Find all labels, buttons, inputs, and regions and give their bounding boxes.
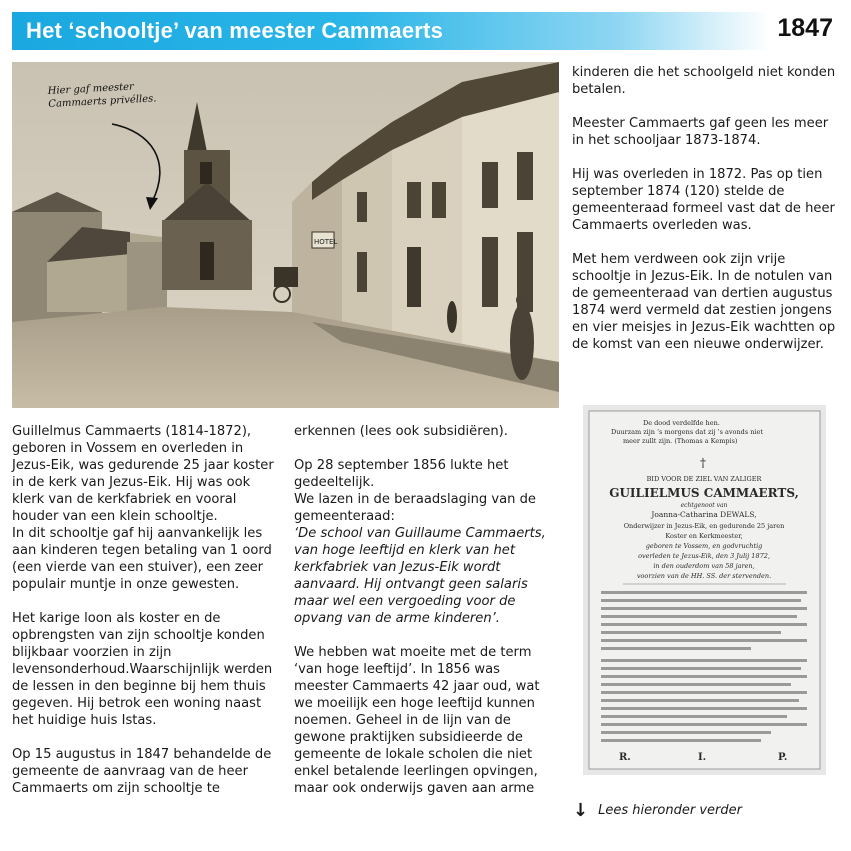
paragraph: In dit schooltje gaf hij aanvankelijk les aan kinderen tegen betaling van 1 oord (een vierde van een stuiver), een zeer populair muntje in onze gewesten.	[12, 526, 272, 592]
paragraph: Guillelmus Cammaerts (1814-1872), geboren in Vossem en overleden in Jezus-Eik, was gedurende 25 jaar koster in de kerk van Jezus-Eik. Hij was ook klerk van de kerkfabriek en vooral houder van een klein schooltje.	[12, 424, 274, 524]
memorial-card-image	[583, 405, 826, 775]
page-title: Het ‘schooltje’ van meester Cammaerts	[26, 18, 444, 43]
text-column-right	[572, 64, 840, 370]
paragraph: erkennen (lees ook subsidiëren).	[294, 424, 508, 439]
card-born: geboren te Vossem, en godvruchtig	[645, 542, 763, 550]
title-banner	[12, 12, 770, 50]
card-age: in den ouderdom van 58 jaren,	[653, 562, 755, 570]
continue-note	[573, 800, 742, 821]
card-sacraments: voorzien van de HH. SS. der stervenden.	[636, 572, 772, 580]
paragraph: We hebben wat moeite met de term ‘van hoge leeftijd’. In 1856 was meester Cammaerts 42 jaar oud, wat we moeilijk een hoge leeftijd kunnen noemen. Geheel in de lijn van de gewone praktijken subsidieerde de gemeente de lokale scholen die niet enkel betalende leerlingen opvingen, maar ook onderwijs gaven aan arme	[294, 645, 540, 796]
paragraph: Het karige loon als koster en de opbrengsten van zijn schooltje konden blijkbaar voorzien in zijn levensonderhoud.Waarschijnlijk werden de lessen in den beginne bij hem thuis gegeven. Hij betrok een woning naast het huidige huis Istas.	[12, 611, 273, 728]
paragraph: Meester Cammaerts gaf geen les meer in het schooljaar 1873-1874.	[572, 116, 829, 148]
card-role: Koster en Kerkmeester,	[665, 532, 743, 540]
card-role: Onderwijzer in Jezus-Eik, en gedurende 25 jaren	[623, 522, 785, 530]
card-died: overleden te Jezus-Eik, den 3 Julij 1872,	[638, 552, 770, 560]
council-quote: ‘De school van Guillaume Cammaerts, van hoge leeftijd en klerk van het kerkfabriek van Jezus-Eik wordt aanvaard. Hij ontvangt geen salaris maar wel een vergoeding voor de opvang van de arme kinderen’.	[294, 526, 546, 626]
card-rip: P.	[778, 752, 788, 763]
card-rip: R.	[619, 752, 631, 763]
paragraph: Met hem verdween ook zijn vrije schooltje in Jezus-Eik. In de notulen van de gemeenteraad van dertien augustus 1874 werd vermeld dat zestien jongens en vier meisjes in Jezus-Eik wachtten op de komst van een nieuwe onderwijzer.	[572, 252, 836, 352]
hotel-sign: HOTEL	[314, 238, 338, 246]
text-column-left	[12, 423, 274, 814]
card-rip: I.	[698, 752, 707, 763]
paragraph: Op 28 september 1856 lukte het gedeeltelijk.	[294, 458, 509, 490]
card-quote-line: meer zullt zijn. (Thomas a Kempis)	[623, 437, 738, 445]
photo-caption: Hier gaf meester Cammaerts privélles.	[47, 81, 157, 110]
card-name: GUILIELMUS CAMMAERTS,	[609, 486, 799, 500]
cross-icon: †	[700, 456, 706, 470]
down-arrow-icon: ↓	[573, 800, 589, 821]
year-label: 1847	[777, 14, 833, 42]
paragraph: Op 15 augustus in 1847 behandelde de gemeente de aanvraag van de heer Cammaerts om zijn schooltje te	[12, 747, 272, 796]
card-quote-line: Duurzam zijn ’s morgens dat zij ’s avonds niet	[611, 428, 763, 436]
card-quote-line: De dood verdelfde hen.	[643, 419, 720, 427]
card-spouse-line: echtgenoot van	[680, 502, 728, 509]
card-pray: BID VOOR DE ZIEL VAN ZALIGER	[646, 475, 762, 483]
continue-text: Lees hieronder verder	[598, 803, 742, 818]
card-spouse: Joanna-Catharina DEWALS,	[651, 510, 757, 519]
paragraph: Hij was overleden in 1872. Pas op tien september 1874 (120) stelde de gemeenteraad formeel vast dat de heer Cammaerts overleden was.	[572, 167, 835, 233]
paragraph: We lazen in de beraadslaging van de gemeenteraad:	[294, 492, 536, 524]
historic-street-photo	[12, 62, 559, 408]
text-column-middle	[294, 423, 556, 814]
paragraph: kinderen die het schoolgeld niet konden betalen.	[572, 65, 836, 97]
